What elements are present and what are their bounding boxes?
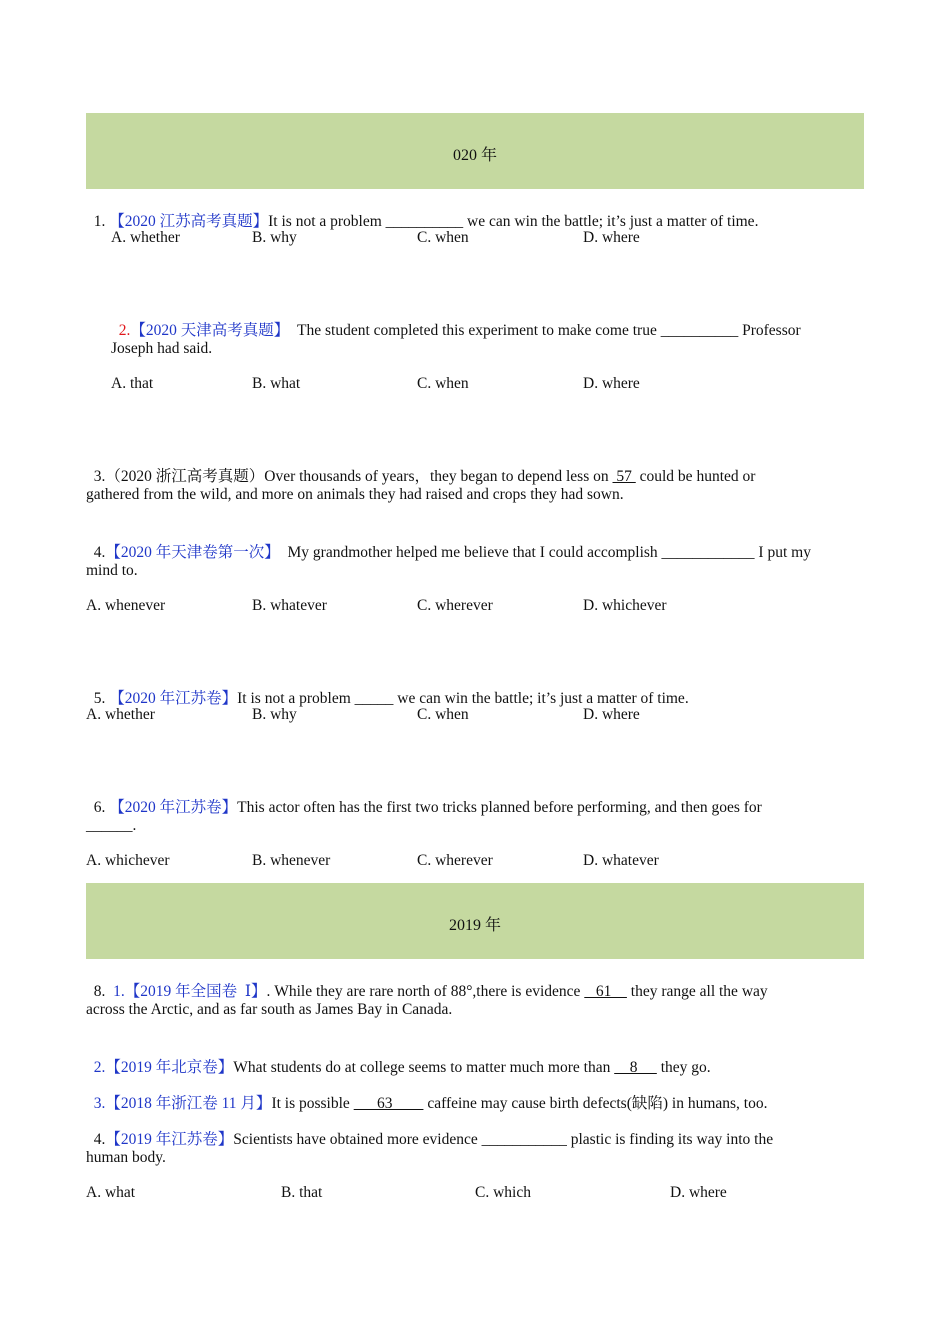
option-d: D. where bbox=[583, 229, 640, 246]
question-number: 5. bbox=[93, 690, 110, 707]
section-header-2019 bbox=[86, 883, 864, 959]
question-text: My grandmother helped me believe that I could accomplish ____________ I put my bbox=[279, 544, 811, 561]
question-text: . While they are rare north of 88°,there is evidence bbox=[266, 983, 585, 1000]
option-d: D. whichever bbox=[583, 597, 667, 614]
option-c: C. when bbox=[417, 706, 469, 723]
question-source-tag: 【2019 年全国卷 Ⅰ】 bbox=[124, 983, 267, 1000]
answer-blank: 61 bbox=[584, 983, 627, 1000]
section-title: 020 年 bbox=[452, 147, 497, 164]
question-text: The student completed this experiment to make come true __________ Professor bbox=[289, 322, 801, 339]
question-text-end: could be hunted or bbox=[635, 468, 756, 485]
question-source-tag: 【2020 天津高考真题】 bbox=[130, 322, 290, 339]
option-b: B. that bbox=[281, 1184, 323, 1201]
answer-blank: 63 bbox=[353, 1095, 424, 1112]
answer-blank: 57 bbox=[612, 468, 636, 485]
option-b: B. whatever bbox=[252, 597, 327, 614]
question-source-tag: 【2018 年浙江卷 11 月】 bbox=[105, 1095, 272, 1112]
option-b: B. what bbox=[252, 375, 301, 392]
option-c: C. wherever bbox=[417, 852, 493, 869]
question-4 bbox=[86, 523, 811, 563]
question-source-tag: 【2020 年江苏卷】 bbox=[109, 690, 238, 707]
option-c: C. when bbox=[417, 229, 469, 246]
question-5 bbox=[86, 669, 689, 709]
section-title: 2019 年 bbox=[448, 917, 501, 934]
option-c: C. which bbox=[475, 1184, 531, 1201]
option-c: C. when bbox=[417, 375, 469, 392]
option-a: A. whether bbox=[111, 229, 180, 246]
option-d: D. where bbox=[670, 1184, 727, 1201]
question-11 bbox=[86, 1110, 773, 1150]
question-number: 8. bbox=[93, 983, 114, 1000]
option-d: D. whatever bbox=[583, 852, 659, 869]
question-6 bbox=[86, 778, 762, 818]
question-3 bbox=[86, 447, 755, 487]
question-source-tag: 【2019 年江苏卷】 bbox=[105, 1131, 234, 1148]
option-c: C. wherever bbox=[417, 597, 493, 614]
question-text-end: they go. bbox=[656, 1059, 711, 1076]
question-text-end: caffeine may cause birth defects(缺陷) in humans, too. bbox=[423, 1095, 768, 1112]
section-header-2020 bbox=[86, 113, 864, 189]
question-10 bbox=[86, 1074, 767, 1114]
question-subnumber: 1. bbox=[113, 983, 125, 1000]
question-number: 3. bbox=[93, 1095, 106, 1112]
question-text: 3.（2020 浙江高考真题）Over thousands of years，they began to depend less on bbox=[93, 468, 613, 485]
question-number: 2. bbox=[93, 1059, 106, 1076]
question-text-continued: gathered from the wild, and more on animals they had raised and crops they had sown. bbox=[86, 486, 624, 503]
question-text-end: they range all the way bbox=[626, 983, 768, 1000]
question-number: 1. bbox=[93, 213, 110, 230]
question-text: It is possible bbox=[271, 1095, 354, 1112]
option-a: A. that bbox=[111, 375, 154, 392]
answer-blank: 8 bbox=[614, 1059, 657, 1076]
option-d: D. where bbox=[583, 706, 640, 723]
question-text: This actor often has the first two tricks planned before performing, and then goes for bbox=[237, 799, 762, 816]
option-d: D. where bbox=[583, 375, 640, 392]
option-b: B. why bbox=[252, 229, 297, 246]
question-text: What students do at college seems to matter much more than bbox=[233, 1059, 615, 1076]
option-a: A. whether bbox=[86, 706, 155, 723]
question-source-tag: 【2020 年天津卷第一次】 bbox=[105, 544, 280, 561]
question-text-continued: human body. bbox=[86, 1149, 166, 1166]
question-source-tag: 【2020 年江苏卷】 bbox=[109, 799, 238, 816]
question-text: Scientists have obtained more evidence ___________ plastic is finding its way into the bbox=[233, 1131, 774, 1148]
question-2 bbox=[111, 301, 801, 341]
question-text-continued: ______. bbox=[86, 817, 137, 834]
question-9 bbox=[86, 1038, 711, 1078]
question-number: 4. bbox=[93, 1131, 106, 1148]
option-a: A. whichever bbox=[86, 852, 170, 869]
question-source-tag: 【2020 江苏高考真题】 bbox=[109, 213, 269, 230]
question-text-continued: Joseph had said. bbox=[111, 340, 213, 357]
question-text: It is not a problem __________ we can win the battle; it’s just a matter of time. bbox=[268, 213, 759, 230]
question-1 bbox=[86, 192, 758, 232]
question-text: It is not a problem _____ we can win the battle; it’s just a matter of time. bbox=[237, 690, 689, 707]
question-source-tag: 【2019 年北京卷】 bbox=[105, 1059, 234, 1076]
question-number: 6. bbox=[93, 799, 110, 816]
question-number: 2. bbox=[118, 322, 131, 339]
question-number: 4. bbox=[93, 544, 106, 561]
option-b: B. why bbox=[252, 706, 297, 723]
option-a: A. whenever bbox=[86, 597, 166, 614]
option-a: A. what bbox=[86, 1184, 136, 1201]
question-text-continued: mind to. bbox=[86, 562, 138, 579]
question-8 bbox=[86, 962, 768, 1002]
question-text-continued: across the Arctic, and as far south as James Bay in Canada. bbox=[86, 1001, 453, 1018]
option-b: B. whenever bbox=[252, 852, 331, 869]
